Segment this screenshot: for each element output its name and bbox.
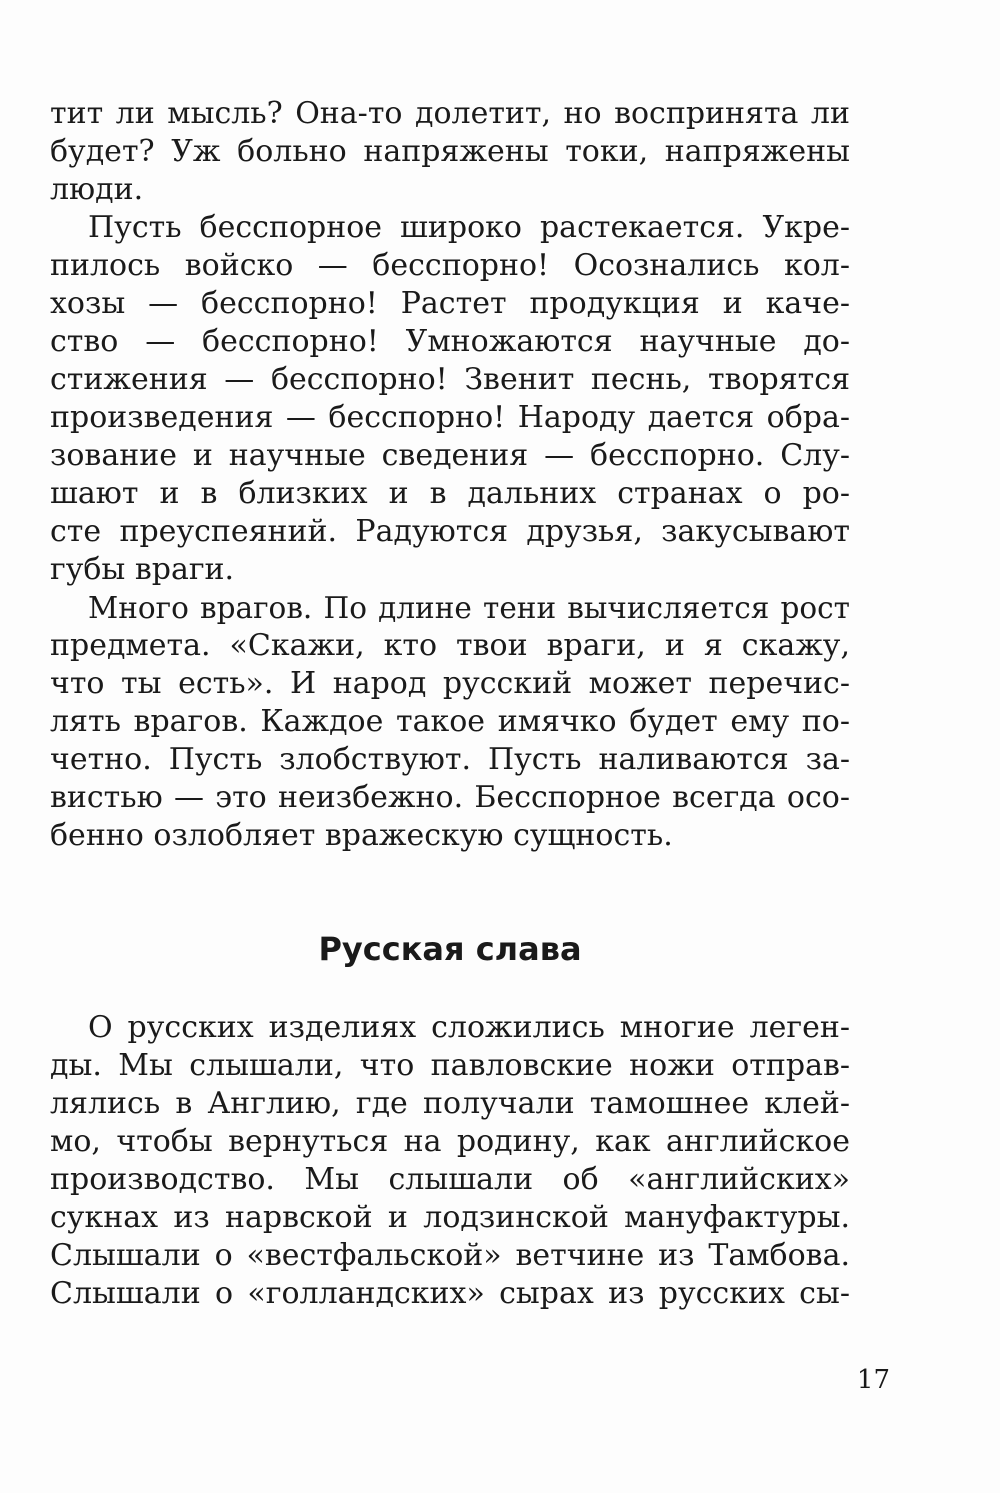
text-line: Слышали о «вестфальской» ветчине из Тамбова. [50, 1238, 850, 1273]
text-line: пилось войско — бесспорно! Осознались кол- [50, 248, 850, 283]
text-line: люди. [50, 172, 144, 207]
text-line: четно. Пусть злобствуют. Пусть наливаются за- [50, 742, 850, 777]
text-line: ды. Мы слышали, что павловские ножи отправ- [50, 1048, 850, 1083]
text-line: О русских изделиях сложились многие леген- [88, 1010, 850, 1045]
text-line: бенно озлобляет вражескую сущность. [50, 818, 673, 853]
page-number: 17 [856, 1365, 890, 1395]
text-line: будет? Уж больно напряжены токи, напряжены [50, 134, 850, 169]
text-line: зование и научные сведения — бесспорно. Слу- [50, 438, 850, 473]
text-line: Слышали о «голландских» сырах из русских сы- [50, 1276, 850, 1311]
text-line: производство. Мы слышали об «английских» [50, 1162, 850, 1197]
text-line: шают и в близких и в дальних странах о ро- [50, 476, 850, 511]
text-line: мо, чтобы вернуться на родину, как английское [50, 1124, 850, 1159]
section-title: Русская слава [318, 930, 582, 968]
text-line: тит ли мысль? Она-то долетит, но воспринята ли [50, 96, 850, 131]
text-line: лять врагов. Каждое такое имячко будет ему по- [50, 704, 850, 739]
text-line: Пусть бесспорное широко растекается. Укре- [88, 210, 850, 245]
text-line: предмета. «Скажи, кто твои враги, и я скажу, [50, 628, 850, 663]
text-line: сукнах из нарвской и лодзинской мануфактуры. [50, 1200, 850, 1235]
text-line: губы враги. [50, 552, 235, 587]
text-line: сте преуспеяний. Радуются друзья, закусывают [50, 514, 850, 549]
text-line: вистью — это неизбежно. Бесспорное всегда осо- [50, 780, 850, 815]
text-line: Много врагов. По длине тени вычисляется рост [88, 591, 850, 625]
text-line: лялись в Англию, где получали тамошнее клей- [50, 1086, 850, 1121]
text-line: ство — бесспорно! Умножаются научные до- [50, 324, 850, 359]
text-line: произведения — бесспорно! Народу дается обра- [50, 400, 850, 435]
text-line: стижения — бесспорно! Звенит песнь, творятся [50, 362, 850, 397]
text-line: что ты есть». И народ русский может перечис- [50, 666, 850, 701]
text-line: хозы — бесспорно! Растет продукция и каче- [50, 286, 850, 321]
